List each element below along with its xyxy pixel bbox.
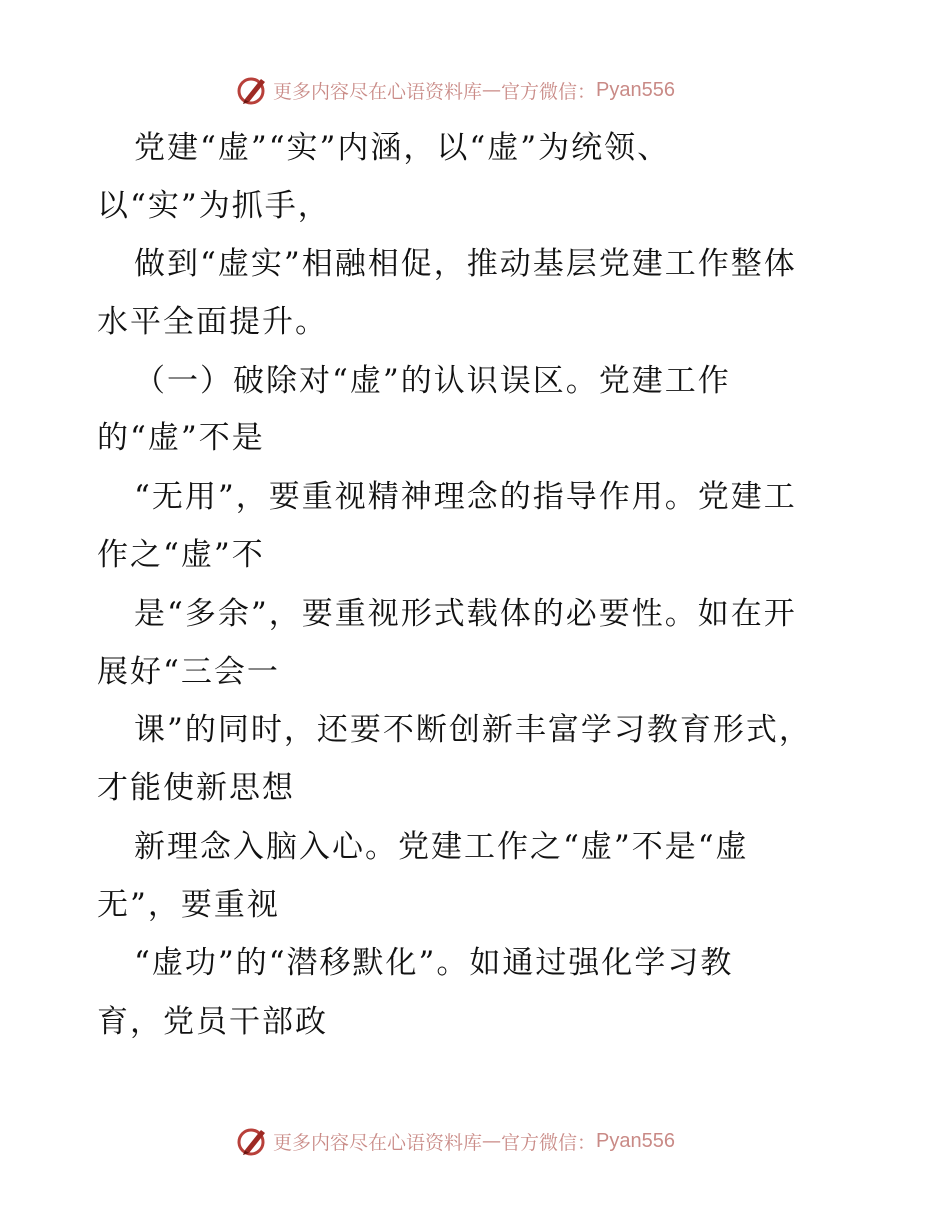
watermark-label: 官方微信： — [501, 80, 597, 103]
text-line: 育，党员干部政 — [97, 1004, 328, 1040]
text-line: 水平全面提升。 — [97, 304, 328, 340]
text-line: “无用”，要重视精神理念的指导作用。党建工 — [134, 479, 797, 515]
watermark-text: 更多内容尽在心语资料库 — [273, 80, 483, 103]
text-line: 党建“虚”“实”内涵，以“虚”为统领、 — [134, 130, 671, 166]
watermark-separator: — — [482, 79, 502, 101]
watermark-wechat-id: Pyan556 — [596, 78, 675, 101]
text-line: 的“虚”不是 — [97, 420, 265, 456]
text-line: “虚功”的“潜移默化”。如通过强化学习教 — [134, 945, 734, 981]
text-line: 作之“虚”不 — [97, 537, 265, 573]
text-line: 以“实”为抓手， — [97, 188, 331, 224]
watermark-wechat-id: Pyan556 — [596, 1129, 675, 1152]
watermark-label: 官方微信： — [501, 1131, 597, 1154]
text-line: 才能使新思想 — [97, 770, 295, 806]
watermark-text: 更多内容尽在心语资料库 — [273, 1131, 483, 1154]
watermark-separator: — — [482, 1130, 502, 1152]
header-watermark — [235, 72, 675, 108]
text-line: 无”，要重视 — [97, 887, 280, 923]
text-line: 是“多余”，要重视形式载体的必要性。如在开 — [134, 596, 797, 632]
pen-logo-icon — [235, 73, 269, 107]
text-line: （一）破除对“虚”的认识误区。党建工作 — [134, 363, 731, 399]
text-line: 做到“虚实”相融相促，推动基层党建工作整体 — [134, 246, 797, 282]
pen-logo-icon — [235, 1124, 269, 1158]
text-line: 展好“三会一 — [97, 654, 280, 690]
text-line: 新理念入脑入心。党建工作之“虚”不是“虚 — [134, 829, 749, 865]
text-line: 课”的同时，还要不断创新丰富学习教育形式， — [134, 712, 812, 748]
footer-watermark — [235, 1123, 675, 1159]
